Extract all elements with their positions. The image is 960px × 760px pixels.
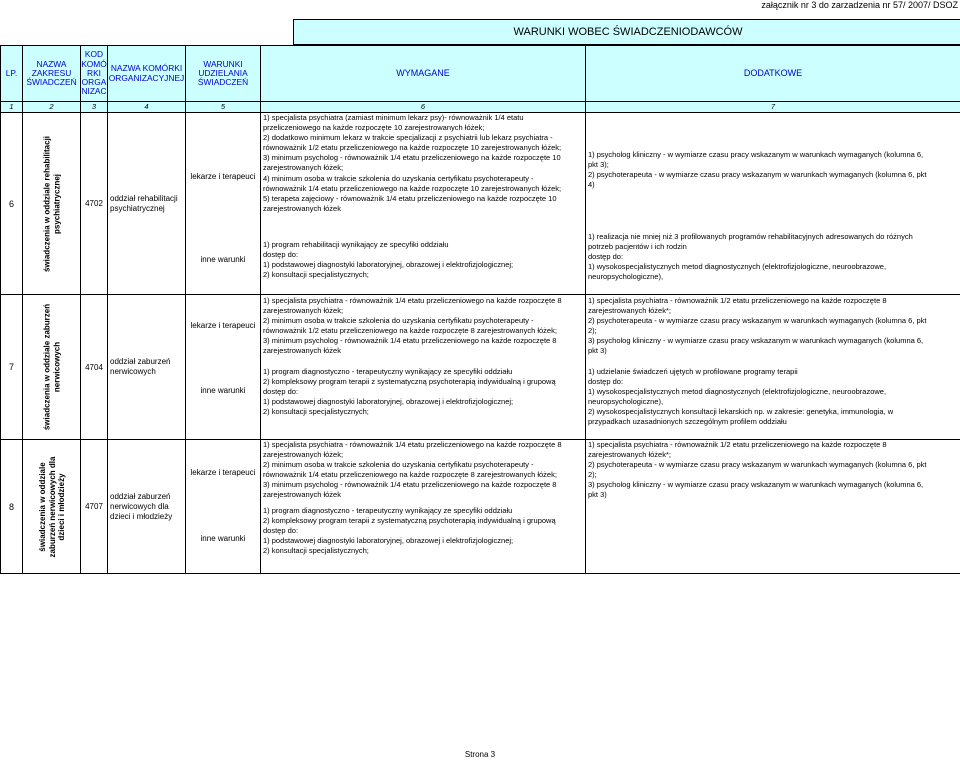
row-lp: 7	[1, 295, 23, 440]
table-row	[1, 440, 960, 574]
wymagane-kadra: 1) specjalista psychiatra - równoważnik 1/4 etatu przeliczeniowego na każde rozpoczęte 8 zarejestrowanych łóżek; 2) minimum osoba w trakcie szkolenia do uzyskania certyfikatu psychoterapeuty - równoważnik 1/4 etatu przeliczeniowego na każde rozpoczęte 8 zarejestrowanych łóżek; 3) minimum psycholog - równoważnik 1/4 etatu przeliczeniowego na każde rozpoczęte 8 zarejestrowanych łóżek	[263, 440, 562, 500]
wymagane-inne: 1) program diagnostyczno - terapeutyczny wynikający ze specyfiki oddziału 2) kompleksowy program terapii z systematyczną psychoterapią indywidualną i grupową dostęp do: 1) podstawowej diagnostyki laboratoryjnej, obrazowej i elektrofizjologicznej; 2) konsultacji specjalistycznych;	[263, 506, 556, 556]
header-dodatkowe: DODATKOWE	[586, 46, 960, 102]
warunek-inne: inne warunki	[200, 386, 246, 395]
row-kod: 4704	[81, 295, 108, 440]
wymagane-inne: 1) program rehabilitacji wynikający ze specyfiki oddziału dostęp do: 1) podstawowej diagnostyki laboratoryjnej, obrazowej i elektrofizjologicznej; 2) konsultacji specjalistycznych;	[263, 240, 514, 280]
header-wymagane: WYMAGANE	[261, 46, 586, 102]
row-zakres: świadczenia w oddziale zaburzeń nerwicowych	[42, 303, 61, 431]
row-komorka: oddział rehabilitacji psychiatrycznej	[108, 113, 186, 295]
row-komorka: oddział zaburzeń nerwicowych	[108, 295, 186, 440]
wymagane-kadra: 1) specjalista psychiatra - równoważnik 1/4 etatu przeliczeniowego na każde rozpoczęte 8 zarejestrowanych łóżek; 2) minimum osoba w trakcie szkolenia do uzyskania certyfikatu psychoterapeuty - równoważnik 1/2 etatu przeliczeniowego na każde rozpoczęte 8 zarejestrowanych łóżek; 3) minimum psycholog - równoważnik 1/4 etatu przeliczeniowego na każde rozpoczęte 8 zarejestrowanych łóżek	[263, 296, 562, 356]
table-row	[1, 113, 960, 295]
row-zakres: świadczenia w oddziale zaburzeń nerwicowych dla dzieci i młodzieży	[37, 456, 66, 557]
column-number-row	[1, 102, 960, 113]
dodatkowe-kadra: 1) specjalista psychiatra - równoważnik 1/2 etatu przeliczeniowego na każde rozpoczęte 8 zarejestrowanych łóżek*; 2) psychoterapeuta - w wymiarze czasu pracy wskazanym w warunkach wymaganych (kolumna 6, pkt 2); 3) psycholog kliniczny - w wymiarze czasu pracy wskazanym w warunkach wymaganych (kolumna 6, pkt 3)	[588, 440, 927, 500]
col-number: 3	[81, 102, 108, 113]
attachment-note: załącznik nr 3 do zarzadzenia nr 57/ 2007/ DSOZ	[761, 0, 958, 10]
row-lp: 6	[1, 113, 23, 295]
dodatkowe-inne: 1) udzielanie świadczeń ujętych w profilowane programy terapii dostęp do: 1) wysokospecjalistycznych metod diagnostycznych (elektrofizjologiczne, neuroobrazowe, neuropsychologiczne), 2) wysokospecjalistycznych konsultacji lekarskich np. w zakresie: genetyka, immunologia, w przypadkach uzasadnionych szczególnym profilem oddziału	[588, 367, 894, 427]
col-number: 1	[1, 102, 23, 113]
row-warunki	[186, 113, 261, 295]
warunek-lekarze: lekarze i terapeuci	[190, 172, 256, 181]
row-zakres: świadczenia w oddziale rehabilitacji psychiatrycznej	[42, 135, 61, 272]
row-zakres-cell	[23, 113, 81, 295]
row-wymagane	[261, 113, 586, 295]
warunek-inne: inne warunki	[200, 255, 246, 264]
warunek-inne: inne warunki	[200, 534, 246, 543]
row-zakres-cell	[23, 440, 81, 574]
header-row	[1, 46, 960, 102]
row-warunki	[186, 295, 261, 440]
row-dodatkowe	[586, 440, 960, 574]
row-kod: 4702	[81, 113, 108, 295]
row-lp: 8	[1, 440, 23, 574]
page-footer: Strona 3	[464, 750, 496, 759]
row-komorka: oddział zaburzeń nerwicowych dla dzieci i młodzieży	[108, 440, 186, 574]
row-warunki	[186, 440, 261, 574]
warunek-lekarze: lekarze i terapeuci	[190, 321, 256, 330]
warunek-lekarze: lekarze i terapeuci	[190, 468, 256, 477]
dodatkowe-inne: 1) realizacja nie mniej niż 3 profilowanych programów rehabilitacyjnych adresowanych do różnych potrzeb pacjentów i ich rodzin dostęp do: 1) wysokospecjalistycznych metod diagnostycznych (elektrofizjologiczne, neuroobrazowe, neuropsychologiczne),	[588, 232, 913, 282]
wymagane-kadra: 1) specjalista psychiatra (zamiast minimum lekarz psy)- równoważnik 1/4 etatu przeliczeniowego na każde rozpoczęte 10 zarejestrowanych łóżek; 2) dodatkowo minimum lekarz w trakcie specjalizacji z psychiatrii lub lekarz psychiatra - równoważnik 1/2 etatu przeliczeniowego na każde rozpoczęte 10 zarejestrowanych łóżek; 3) minimum psycholog - równoważnik 1/4 etatu przeliczeniowego na każde rozpoczęte 10 zarejestrowanych łóżek; 4) minimum osoba w trakcie szkolenia do uzyskania certyfikatu psychoterapeuty - równoważnik 1/4 etatu przeliczeniowego na każde rozpoczęte 10 zarejestrowanych łóżek; 5) terapeta zajęciowy - równoważnik 1/4 etatu przeliczeniowego na każde rozpoczęte 10 zarejestrowanych łóżek	[263, 113, 562, 213]
col-number: 2	[23, 102, 81, 113]
row-zakres-cell	[23, 295, 81, 440]
row-wymagane	[261, 295, 586, 440]
banner-title: WARUNKI WOBEC ŚWIADCZENIODAWCÓW	[293, 19, 960, 45]
dodatkowe-kadra: 1) specjalista psychiatra - równoważnik 1/2 etatu przeliczeniowego na każde rozpoczęte 8 zarejestrowanych łóżek*; 2) psychoterapeuta - w wymiarze czasu pracy wskazanym w warunkach wymaganych (kolumna 6, pkt 2); 3) psycholog kliniczny - w wymiarze czasu pracy wskazanym w warunkach wymaganych (kolumna 6, pkt 3)	[588, 296, 927, 356]
header-lp: LP.	[1, 46, 23, 102]
header-nazwa-komorki: NAZWA KOMÓRKI ORGANIZACYJNEJ	[108, 46, 186, 102]
header-kod-komorki: KOD KOMÓ RKI ORGA NIZAC	[81, 46, 108, 102]
row-dodatkowe	[586, 113, 960, 295]
col-number: 6	[261, 102, 586, 113]
row-dodatkowe	[586, 295, 960, 440]
col-number: 7	[586, 102, 960, 113]
row-wymagane	[261, 440, 586, 574]
wymagane-inne: 1) program diagnostyczno - terapeutyczny wynikający ze specyfiki oddziału 2) kompleksowy program terapii z systematyczną psychoterapią indywidualną i grupową dostęp do: 1) podstawowej diagnostyki laboratoryjnej, obrazowej i elektrofizjologicznej; 2) konsultacji specjalistycznych;	[263, 367, 556, 417]
col-number: 5	[186, 102, 261, 113]
table-row	[1, 295, 960, 440]
conditions-table	[0, 45, 960, 574]
header-warunki: WARUNKI UDZIELANIA ŚWIADCZEŃ	[186, 46, 261, 102]
dodatkowe-kadra: 1) psycholog kliniczny - w wymiarze czasu pracy wskazanym w warunkach wymaganych (kolumna 6, pkt 3); 2) psychoterapeuta - w wymiarze czasu pracy wskazanym w warunkach wymaganych (kolumna 6, pkt 4)	[588, 150, 927, 190]
header-nazwa-zakresu: NAZWA ZAKRESU ŚWIADCZEŃ	[23, 46, 81, 102]
col-number: 4	[108, 102, 186, 113]
row-kod: 4707	[81, 440, 108, 574]
